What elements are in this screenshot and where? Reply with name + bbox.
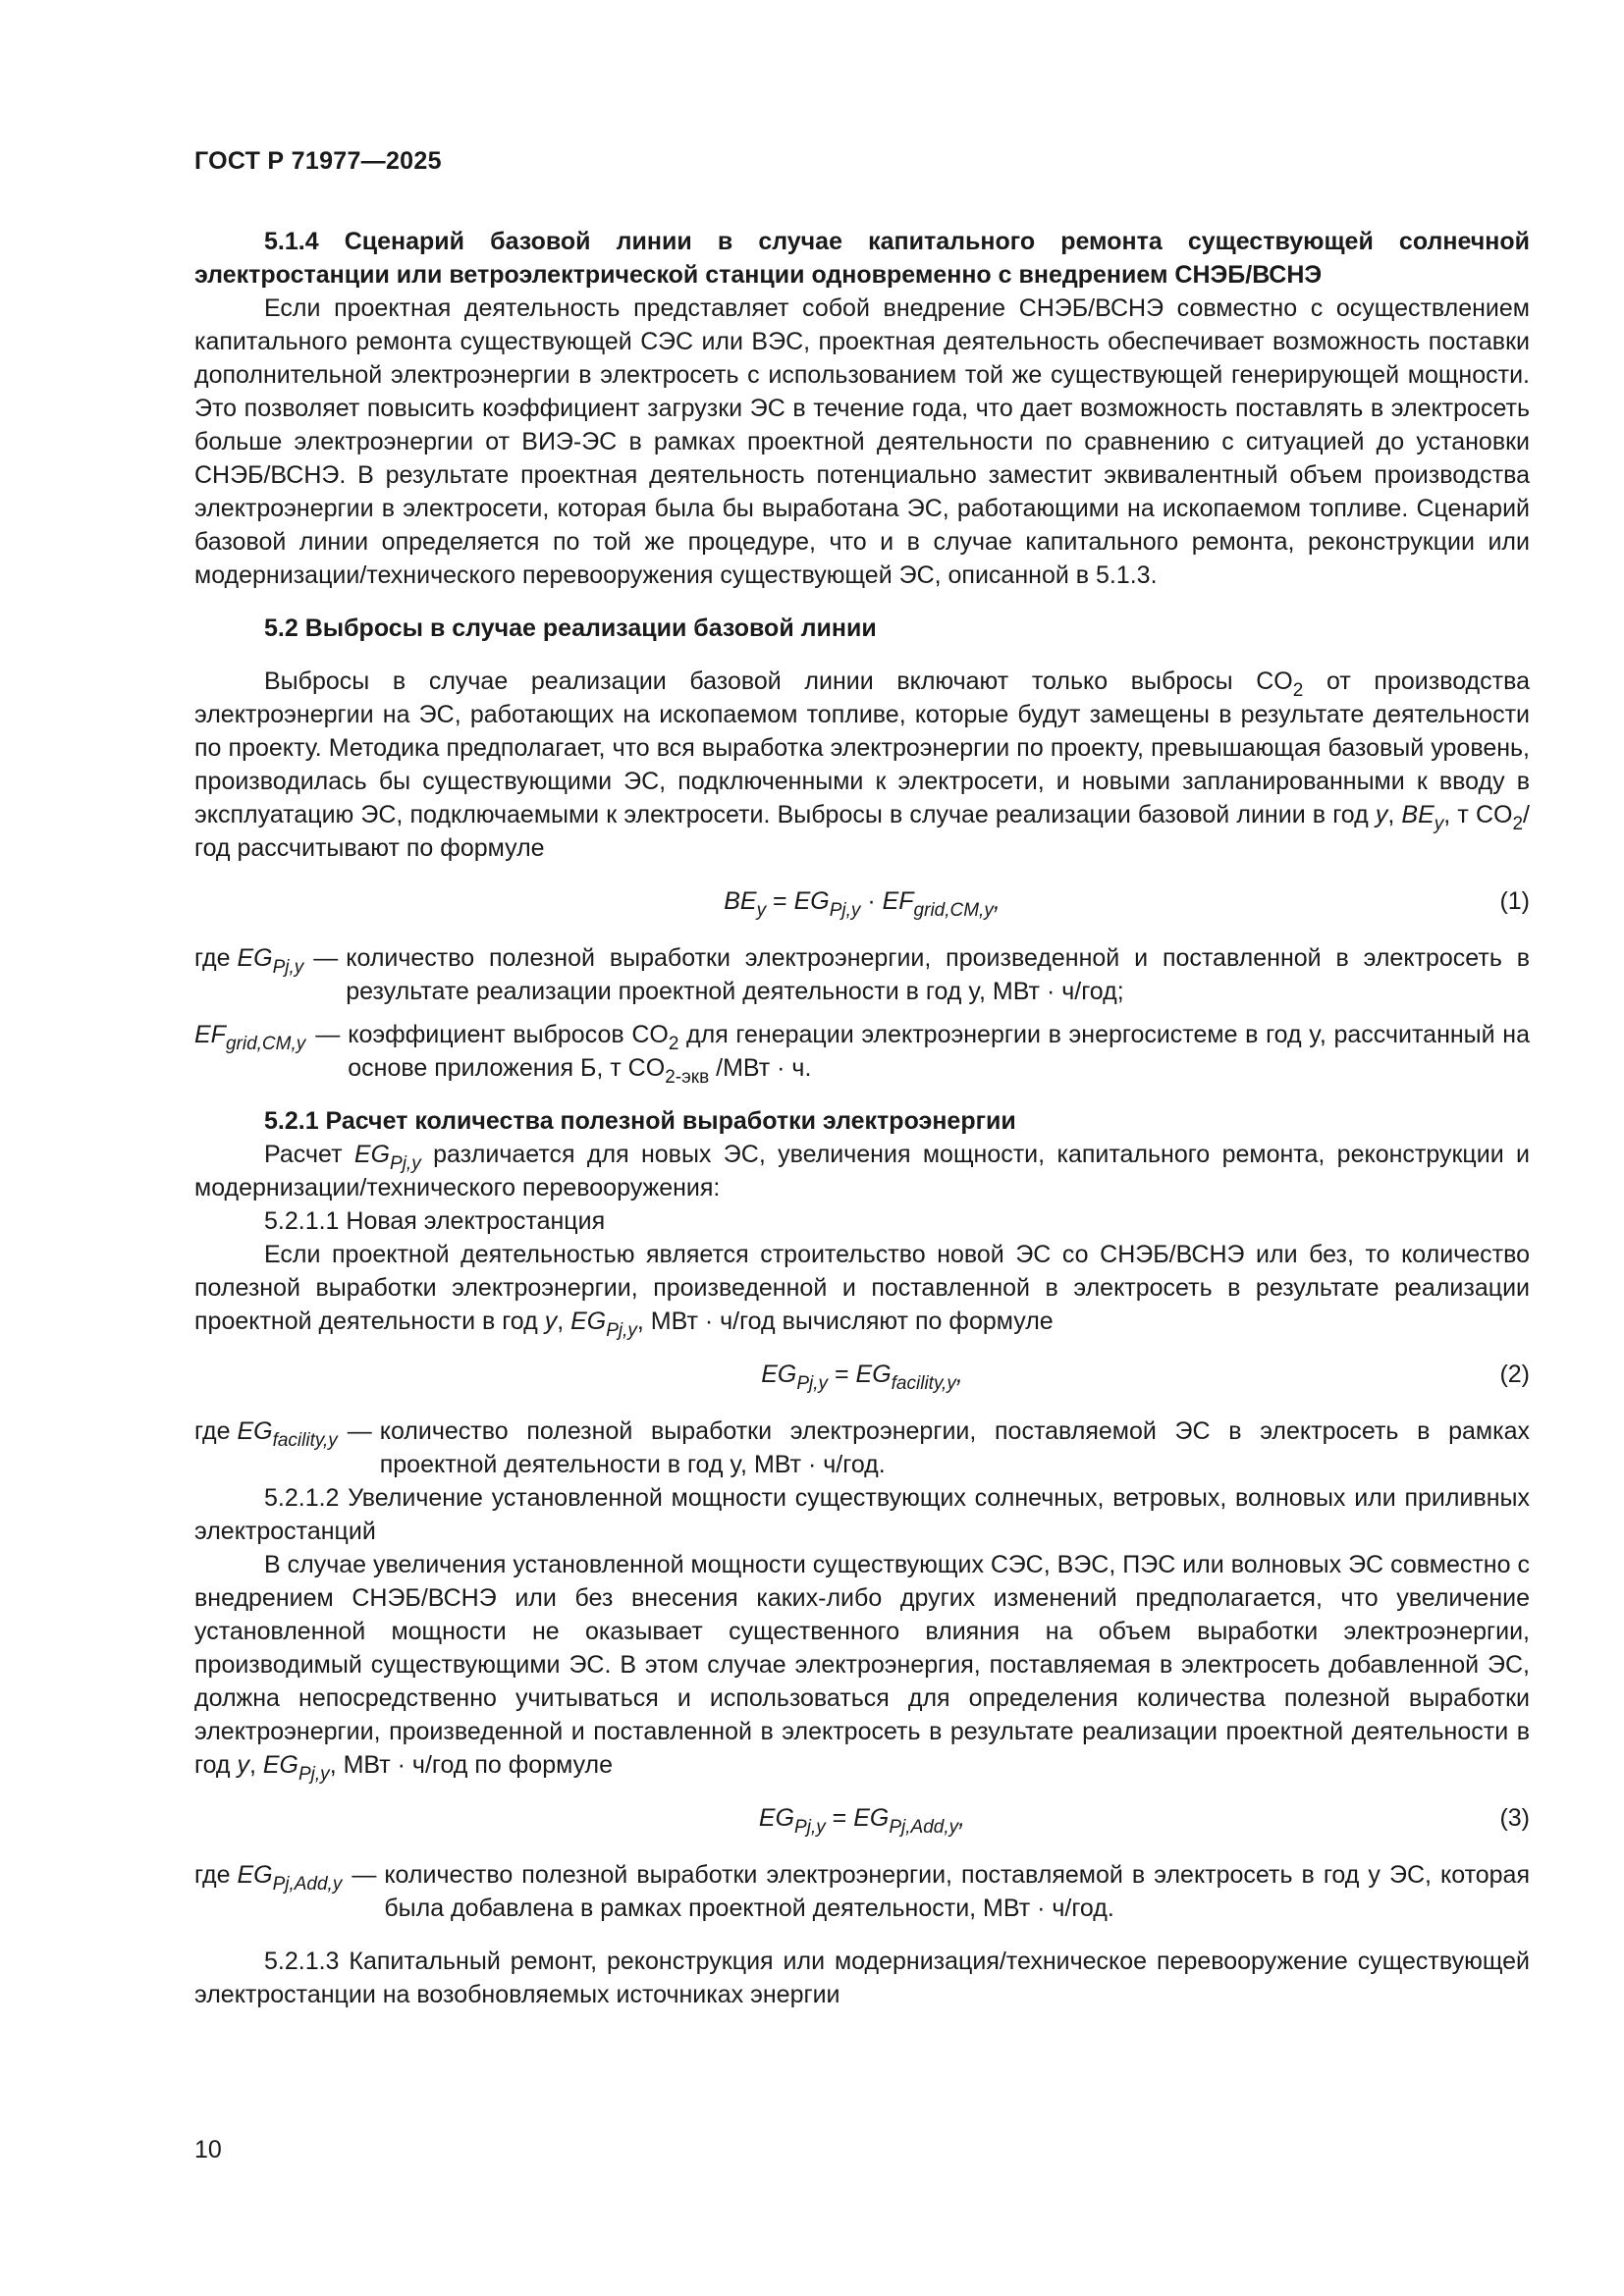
section-5-2-1-1-title: 5.2.1.1 Новая электростанция bbox=[264, 1207, 606, 1235]
definition-eg-facility: где $EG_{facility,y}$ — количество полезной выработки электроэнергии, поставляемой ЭС в электросеть в рамках проектной деятельности в год y, МВт · ч/год. bbox=[194, 1417, 1530, 1478]
formula-3: $EG_{Pj,y} = EG_{Pj,Add,y}$, (3) bbox=[194, 1791, 1530, 1848]
definition-eg-pj-add: где $EG_{Pj,Add,y}$ — количество полезной выработки электроэнергии, поставляемой в электросеть в год y ЭС, которая была добавлена в рамках проектной деятельности, МВт · ч/год. bbox=[194, 1861, 1530, 1922]
definition-ef-grid: $EF_{grid,CM,y}$ — коэффициент выбросов $CO_2$ для генерации электроэнергии в энергосистеме в год y, рассчитанный на основе приложения Б, т $CO_{2-экв}$ /МВт · ч. bbox=[194, 1021, 1530, 1088]
formula-3-number: (3) bbox=[1499, 1804, 1530, 1832]
formula-2-number: (2) bbox=[1499, 1361, 1530, 1388]
section-5-2-1-3-title: 5.2.1.3 Капитальный ремонт, реконструкция или модернизация/техническое перевооружение существующей электростанции на возобновляемых источниках энергии bbox=[194, 1948, 1530, 2008]
formula-2: $EG_{Pj,y} = EG_{facility,y}$, (2) bbox=[194, 1348, 1530, 1405]
section-5-1-4-body: Если проектная деятельность представляет собой внедрение СНЭБ/ВСНЭ совместно с осуществлением капитального ремонта существующей СЭС или ВЭС, проектная деятельность обеспечивает возможность поставки дополнительной электроэнергии в электросеть с использованием той же существующей генерирующей мощности. Это позволяет повысить коэффициент загрузки ЭС в течение года, что дает возможность поставлять в электросеть больше электроэнергии от ВИЭ-ЭС в рамках проектной деятельности по сравнению с ситуацией до установки СНЭБ/ВСНЭ. В результате проектная деятельность потенциально заместит эквивалентный объем производства электроэнергии в электросети, которая была бы выработана ЭС, работающими на ископаемом топливе. Сценарий базовой линии определяется по той же процедуре, что и в случае капитального ремонта, реконструкции или модернизации/технического перевооружения существующей ЭС, описанной в 5.1.3. bbox=[194, 294, 1530, 589]
formula-1-number: (1) bbox=[1499, 887, 1530, 915]
definition-eg-pj-y: где $EG_{Pj,y}$ — количество полезной выработки электроэнергии, произведенной и поставленной в электросеть в результате реализации проектной деятельности в год y, МВт · ч/год; bbox=[194, 944, 1530, 1005]
section-5-1-4-title: 5.1.4 Сценарий базовой линии в случае капитального ремонта существующей солнечной электростанции или ветроэлектрической станции одновременно с внедрением СНЭБ/ВСНЭ bbox=[194, 228, 1530, 289]
section-5-2-1-2-body: В случае увеличения установленной мощности существующих СЭС, ВЭС, ПЭС или волновых ЭС совместно с внедрением СНЭБ/ВСНЭ или без внесения каких-либо других изменений предполагается, что увеличение установленной мощности не оказывает существенного влияния на объем выработки электроэнергии, производимый существующими ЭС. В этом случае электроэнергия, поставляемая в электросеть добавленной ЭС, должна непосредственно учитываться и использоваться для определения количества полезной выработки электроэнергии, произведенной и поставленной в электросеть в результате реализации проектной деятельности в год y, $EG_{Pj,y}$, МВт · ч/год по формуле bbox=[194, 1551, 1530, 1785]
section-5-2-title: 5.2 Выбросы в случае реализации базовой линии bbox=[264, 614, 877, 642]
section-5-2-1-title: 5.2.1 Расчет количества полезной выработки электроэнергии bbox=[264, 1107, 1016, 1135]
document-header: ГОСТ Р 71977—2025 bbox=[194, 147, 442, 175]
formula-1: $BE_y = EG_{Pj,y} \cdot EF_{grid,CM,y}$, (1) bbox=[194, 875, 1530, 932]
section-5-2-1-intro: Расчет $EG_{Pj,y}$ различается для новых ЭС, увеличения мощности, капитального ремонта, реконструкции и модернизации/технического перевооружения: bbox=[194, 1141, 1530, 1201]
section-5-2-body: Выбросы в случае реализации базовой линии включают только выбросы $CO_2$ от производства электроэнергии на ЭС, работающих на ископаемом топливе, которые будут замещены в результате деятельности по проекту. Методика предполагает, что вся выработка электроэнергии по проекту, превышающая базовый уровень, производилась бы существующими ЭС, подключенными к электросети, и новыми запланированными к вводу в эксплуатацию ЭС, подключаемыми к электросети. Выбросы в случае реализации базовой линии в год y, $BE_y$, т $CO_2$/год рассчитывают по формуле bbox=[194, 667, 1530, 862]
page-number: 10 bbox=[194, 2136, 222, 2163]
page-content bbox=[194, 225, 1530, 2011]
section-5-2-1-1-body: Если проектной деятельностью является строительство новой ЭС со СНЭБ/ВСНЭ или без, то количество полезной выработки электроэнергии, произведенной и поставленной в электросеть в результате реализации проектной деятельности в год y, $EG_{Pj,y}$, МВт · ч/год вычисляют по формуле bbox=[194, 1241, 1530, 1341]
section-5-2-1-2-title: 5.2.1.2 Увеличение установленной мощности существующих солнечных, ветровых, волновых или приливных электростанций bbox=[194, 1484, 1530, 1545]
